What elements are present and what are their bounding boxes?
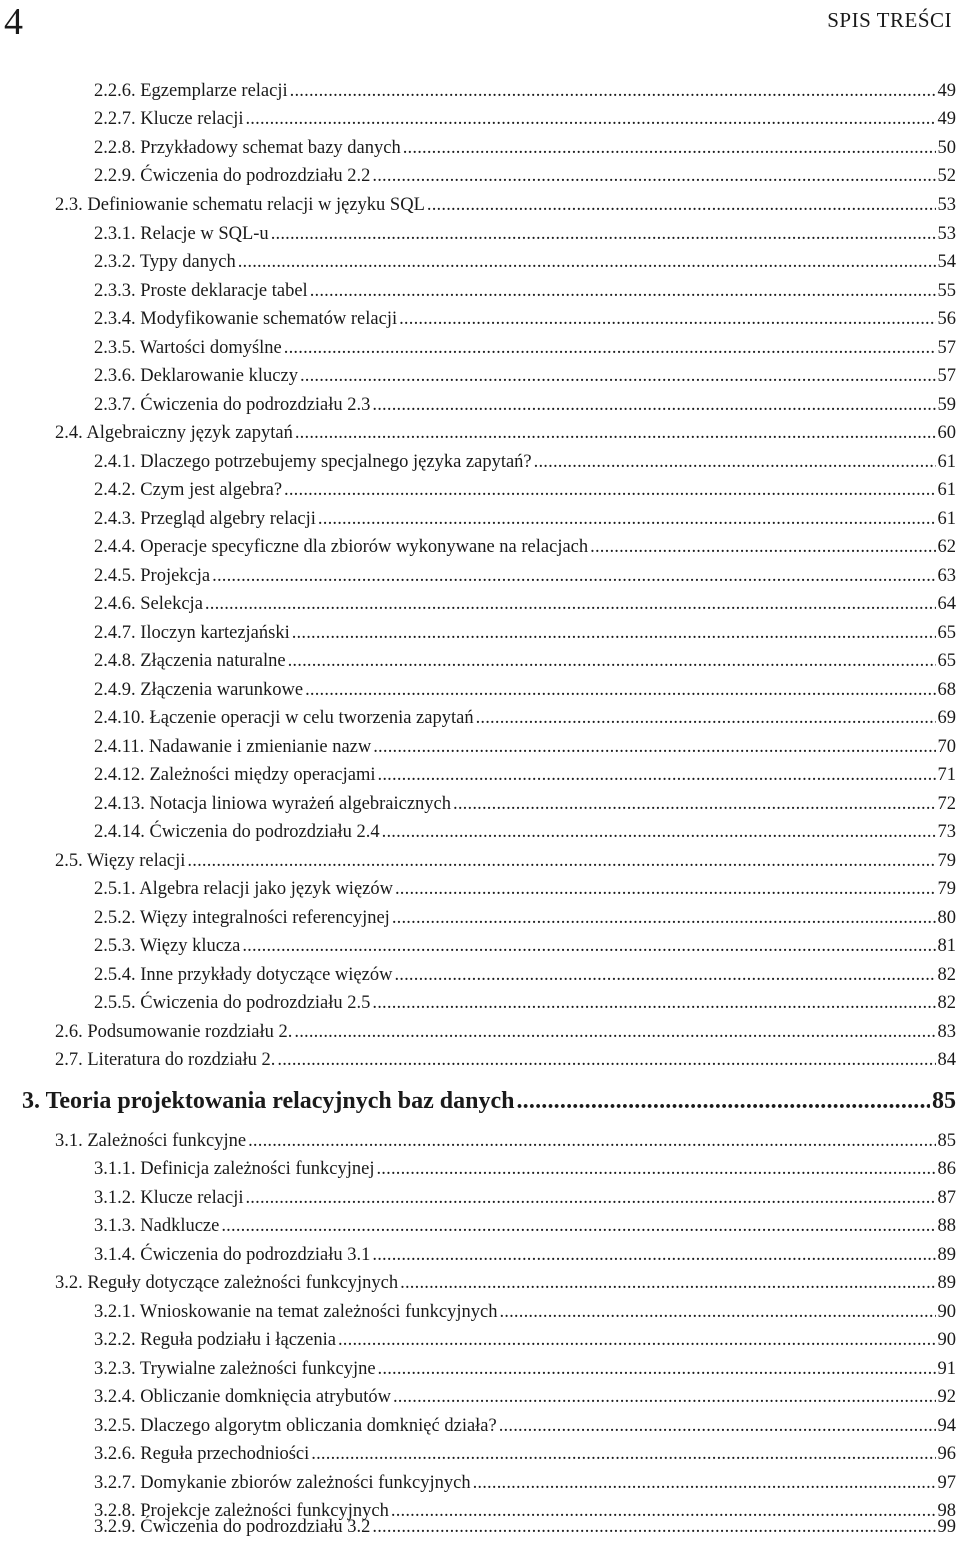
- toc-entry-3-1[interactable]: [55, 1127, 956, 1155]
- toc-entry-page: 49: [937, 81, 956, 101]
- toc-entry-page: 50: [937, 138, 956, 158]
- toc-entry-label: 2.5.1. Algebra relacji jako język więzów: [94, 879, 393, 899]
- toc-entry-2-4-3[interactable]: [94, 505, 956, 533]
- dot-leader: [453, 790, 935, 818]
- toc-entry-label: 2.4.4. Operacje specyficzne dla zbiorów wykonywane na relacjach: [94, 537, 589, 557]
- dot-leader: [372, 1241, 935, 1269]
- dot-leader: [295, 419, 936, 447]
- dot-leader: [242, 932, 935, 960]
- toc-entry-page: 72: [937, 794, 956, 814]
- dot-leader: [394, 961, 935, 989]
- toc-entry-page: 73: [937, 822, 956, 842]
- dot-leader: [378, 1355, 936, 1383]
- dot-leader: [248, 1127, 935, 1155]
- toc-entry-2-4-12[interactable]: [94, 761, 956, 789]
- toc-entry-page: 49: [937, 109, 956, 129]
- toc-entry-page: 52: [937, 166, 956, 186]
- toc-entry-label: 2.4.9. Złączenia warunkowe: [94, 680, 304, 700]
- toc-entry-label: 3.1.4. Ćwiczenia do podrozdziału 3.1: [94, 1245, 371, 1265]
- dot-leader: [400, 1269, 935, 1297]
- toc-entry-3-2-1[interactable]: [94, 1298, 956, 1326]
- dot-leader: [311, 1440, 935, 1468]
- toc-entry-page: 54: [937, 252, 956, 272]
- toc-entry-label: 2.5.2. Więzy integralności referencyjnej: [94, 908, 390, 928]
- toc-entry-3-2-9[interactable]: [94, 1513, 956, 1541]
- toc-entry-3-2-6[interactable]: [94, 1440, 956, 1468]
- dot-leader: [392, 904, 936, 932]
- toc-entry-2-4-10[interactable]: [94, 704, 956, 732]
- toc-entry-2-3-5[interactable]: [94, 334, 956, 362]
- dot-leader: [338, 1326, 936, 1354]
- toc-entry-3-2-3[interactable]: [94, 1355, 956, 1383]
- toc-entry-page: 90: [937, 1330, 956, 1350]
- toc-entry-2-3-7[interactable]: [94, 391, 956, 419]
- dot-leader: [534, 448, 936, 476]
- toc-entry-3-2-5[interactable]: [94, 1412, 956, 1440]
- toc-entry-page: 89: [937, 1273, 956, 1293]
- toc-entry-label: 2.4.14. Ćwiczenia do podrozdziału 2.4: [94, 822, 380, 842]
- dot-leader: [271, 220, 936, 248]
- toc-entry-label: 2.3.7. Ćwiczenia do podrozdziału 2.3: [94, 395, 371, 415]
- toc-entry-page: 83: [937, 1022, 956, 1042]
- dot-leader: [403, 134, 936, 162]
- toc-entry-label: 2.5.5. Ćwiczenia do podrozdziału 2.5: [94, 993, 371, 1013]
- toc-entry-label: 3.2.8. Projekcje zależności funkcyjnych: [94, 1501, 389, 1521]
- toc-entry-label: 2.4.5. Projekcja: [94, 566, 211, 586]
- toc-entry-label: 2.3.1. Relacje w SQL-u: [94, 224, 269, 244]
- toc-entry-page: 70: [937, 737, 956, 757]
- toc-entry-label: 2.3.2. Typy danych: [94, 252, 236, 272]
- toc-entry-label: 3.2.2. Reguła podziału i łączenia: [94, 1330, 336, 1350]
- toc-entry-label: 3.1.2. Klucze relacji: [94, 1188, 244, 1208]
- running-header-title: SPIS TREŚCI: [827, 8, 952, 32]
- toc-entry-label: 2.4.10. Łączenie operacji w celu tworzenia zapytań: [94, 708, 474, 728]
- toc-entry-label: 2.7. Literatura do rozdziału 2.: [55, 1050, 276, 1070]
- dot-leader: [399, 305, 935, 333]
- toc-entry-2-4-9[interactable]: [94, 676, 956, 704]
- toc-entry-page: 63: [937, 566, 956, 586]
- toc-entry-label: 2.2.6. Egzemplarze relacji: [94, 81, 288, 101]
- toc-entry-page: 61: [937, 452, 956, 472]
- dot-leader: [499, 1298, 935, 1326]
- toc-entry-page: 91: [937, 1359, 956, 1379]
- toc-entry-2-4-5[interactable]: [94, 562, 956, 590]
- toc-entry-page: 92: [937, 1387, 956, 1407]
- toc-entry-page: 60: [937, 423, 956, 443]
- toc-chapter-label: 3. Teoria projektowania relacyjnych baz danych: [22, 1088, 515, 1114]
- toc-entry-2-3-6[interactable]: [94, 362, 956, 390]
- dot-leader: [427, 191, 936, 219]
- toc-entry-page: 65: [937, 623, 956, 643]
- toc-entry-2-5-1[interactable]: [94, 875, 956, 903]
- toc-entry-label: 3.2. Reguły dotyczące zależności funkcyjnych: [55, 1273, 399, 1293]
- toc-entry-label: 2.3.6. Deklarowanie kluczy: [94, 366, 298, 386]
- dot-leader: [372, 391, 935, 419]
- dot-leader: [300, 362, 936, 390]
- dot-leader: [245, 1184, 935, 1212]
- toc-entry-page: 96: [937, 1444, 956, 1464]
- dot-leader: [476, 704, 936, 732]
- toc-entry-label: 2.4.11. Nadawanie i zmienianie nazw: [94, 737, 372, 757]
- dot-leader: [372, 1513, 935, 1541]
- toc-entry-label: 3.2.4. Obliczanie domknięcia atrybutów: [94, 1387, 391, 1407]
- dot-leader: [277, 1046, 935, 1074]
- toc-entry-label: 2.2.7. Klucze relacji: [94, 109, 244, 129]
- toc-entry-label: 2.3.3. Proste deklaracje tabel: [94, 281, 308, 301]
- toc-entry-2-2-6[interactable]: [94, 77, 956, 105]
- toc-entry-label: 2.5.4. Inne przykłady dotyczące więzów: [94, 965, 393, 985]
- toc-entry-3-1-1[interactable]: [94, 1155, 956, 1183]
- toc-entry-label: 2.5. Więzy relacji: [55, 851, 186, 871]
- toc-entry-page: 79: [937, 851, 956, 871]
- toc-entry-page: 82: [937, 965, 956, 985]
- toc-entry-2-4-8[interactable]: [94, 647, 956, 675]
- dot-leader: [318, 505, 936, 533]
- toc-entry-page: 80: [937, 908, 956, 928]
- dot-leader: [372, 989, 935, 1017]
- toc-entry-page: 69: [937, 708, 956, 728]
- dot-leader: [212, 562, 935, 590]
- toc-entry-3-2[interactable]: [55, 1269, 956, 1297]
- dot-leader: [292, 619, 936, 647]
- dot-leader: [284, 334, 936, 362]
- dot-leader: [290, 77, 936, 105]
- toc-entry-2-4-14[interactable]: [94, 818, 956, 846]
- dot-leader: [382, 818, 936, 846]
- toc-entry-2-4[interactable]: [55, 419, 956, 447]
- toc-chapter-3[interactable]: [22, 1083, 956, 1119]
- toc-entry-label: 3.1.1. Definicja zależności funkcyjnej: [94, 1159, 375, 1179]
- toc-entry-label: 2.4.13. Notacja liniowa wyrażeń algebraicznych: [94, 794, 452, 814]
- toc-entry-2-5[interactable]: [55, 847, 956, 875]
- dot-leader: [376, 1155, 935, 1183]
- toc-entry-label: 3.2.5. Dlaczego algorytm obliczania domknięć działa?: [94, 1416, 497, 1436]
- toc-entry-label: 2.4.12. Zależności między operacjami: [94, 765, 376, 785]
- toc-entry-page: 55: [937, 281, 956, 301]
- toc-entry-label: 2.2.8. Przykładowy schemat bazy danych: [94, 138, 401, 158]
- toc-entry-page: 59: [937, 395, 956, 415]
- toc-entry-page: 79: [937, 879, 956, 899]
- toc-entry-2-4-11[interactable]: [94, 733, 956, 761]
- dot-leader: [373, 733, 935, 761]
- toc-entry-label: 2.6. Podsumowanie rozdziału 2.: [55, 1022, 293, 1042]
- toc-entry-label: 3.2.6. Reguła przechodniości: [94, 1444, 310, 1464]
- toc-entry-page: 65: [937, 651, 956, 671]
- toc-entry-label: 2.3.4. Modyfikowanie schematów relacji: [94, 309, 398, 329]
- toc-entry-page: 61: [937, 480, 956, 500]
- dot-leader: [187, 847, 935, 875]
- toc-entry-3-2-2[interactable]: [94, 1326, 956, 1354]
- toc-entry-page: 89: [937, 1245, 956, 1265]
- toc-entry-2-4-2[interactable]: [94, 476, 956, 504]
- toc-entry-label: 2.4.8. Złączenia naturalne: [94, 651, 286, 671]
- dot-leader: [205, 590, 936, 618]
- toc-entry-3-1-2[interactable]: [94, 1184, 956, 1212]
- toc-entry-label: 2.4.1. Dlaczego potrzebujemy specjalnego języka zapytań?: [94, 452, 532, 472]
- dot-leader: [245, 105, 935, 133]
- toc-entry-2-5-4[interactable]: [94, 961, 956, 989]
- dot-leader: [590, 533, 935, 561]
- toc-entry-2-4-6[interactable]: [94, 590, 956, 618]
- toc-entry-label: 3.2.3. Trywialne zależności funkcyjne: [94, 1359, 376, 1379]
- dot-leader: [516, 1083, 930, 1119]
- dot-leader: [238, 248, 936, 276]
- toc-entry-page: 97: [937, 1473, 956, 1493]
- toc-entry-2-4-4[interactable]: [94, 533, 956, 561]
- toc-entry-page: 53: [937, 224, 956, 244]
- toc-entry-2-3-3[interactable]: [94, 277, 956, 305]
- toc-entry-label: 2.4.2. Czym jest algebra?: [94, 480, 283, 500]
- dot-leader: [294, 1018, 935, 1046]
- dot-leader: [372, 162, 935, 190]
- toc-entry-2-5-2[interactable]: [94, 904, 956, 932]
- toc-entry-3-2-7[interactable]: [94, 1469, 956, 1497]
- toc-entry-page: 56: [937, 309, 956, 329]
- dot-leader: [305, 676, 935, 704]
- toc-entry-2-4-13[interactable]: [94, 790, 956, 818]
- toc-entry-label: 3.1.3. Nadklucze: [94, 1216, 220, 1236]
- toc-entry-page: 57: [937, 338, 956, 358]
- toc-entry-3-1-3[interactable]: [94, 1212, 956, 1240]
- toc-entry-page: 87: [937, 1188, 956, 1208]
- toc-entry-page: 85: [937, 1131, 956, 1151]
- toc-entry-page: 64: [937, 594, 956, 614]
- dot-leader: [288, 647, 936, 675]
- dot-leader: [221, 1212, 935, 1240]
- toc-entry-2-5-3[interactable]: [94, 932, 956, 960]
- toc-entry-2-4-1[interactable]: [94, 448, 956, 476]
- toc-entry-page: 90: [937, 1302, 956, 1322]
- dot-leader: [499, 1412, 936, 1440]
- dot-leader: [395, 875, 936, 903]
- toc-entry-page: 84: [937, 1050, 956, 1070]
- toc-entry-label: 2.2.9. Ćwiczenia do podrozdziału 2.2: [94, 166, 371, 186]
- dot-leader: [393, 1383, 936, 1411]
- toc-entry-2-5-5[interactable]: [94, 989, 956, 1017]
- toc-entry-3-2-4[interactable]: [94, 1383, 956, 1411]
- toc-entry-2-2-7[interactable]: [94, 105, 956, 133]
- toc-entry-label: 2.5.3. Więzy klucza: [94, 936, 241, 956]
- toc-entry-page: 57: [937, 366, 956, 386]
- toc-entry-label: 3.2.1. Wnioskowanie na temat zależności funkcyjnych: [94, 1302, 498, 1322]
- toc-entry-page: 88: [937, 1216, 956, 1236]
- toc-chapter-page: 85: [932, 1088, 956, 1114]
- toc-entry-page: 86: [937, 1159, 956, 1179]
- toc-entry-2-2-9[interactable]: [94, 162, 956, 190]
- dot-leader: [310, 277, 936, 305]
- toc-entry-page: 62: [937, 537, 956, 557]
- dot-leader: [284, 476, 935, 504]
- toc-entry-2-2-8[interactable]: [94, 134, 956, 162]
- toc-entry-page: 53: [937, 195, 956, 215]
- toc-entry-page: 71: [937, 765, 956, 785]
- toc-entry-label: 3.2.9. Ćwiczenia do podrozdziału 3.2: [94, 1517, 371, 1537]
- dot-leader: [378, 761, 936, 789]
- toc-entry-3-1-4[interactable]: [94, 1241, 956, 1269]
- toc-entry-label: 2.3. Definiowanie schematu relacji w języku SQL: [55, 195, 425, 215]
- toc-entry-2-3-4[interactable]: [94, 305, 956, 333]
- toc-entry-2-3[interactable]: [55, 191, 956, 219]
- page-number: 4: [4, 1, 23, 43]
- toc-entry-page: 98: [937, 1501, 956, 1521]
- toc-entry-page: 68: [937, 680, 956, 700]
- toc-entry-page: 81: [937, 936, 956, 956]
- toc-entry-label: 2.4.3. Przegląd algebry relacji: [94, 509, 316, 529]
- toc-entry-2-3-2[interactable]: [94, 248, 956, 276]
- toc-entry-page: 82: [937, 993, 956, 1013]
- dot-leader: [473, 1469, 936, 1497]
- toc-entry-2-3-1[interactable]: [94, 220, 956, 248]
- toc-entry-page: 94: [937, 1416, 956, 1436]
- toc-entry-label: 2.4.7. Iloczyn kartezjański: [94, 623, 290, 643]
- toc-entry-label: 3.2.7. Domykanie zbiorów zależności funkcyjnych: [94, 1473, 471, 1493]
- toc-entry-label: 2.4. Algebraiczny język zapytań: [55, 423, 293, 443]
- toc-entry-2-7[interactable]: [55, 1046, 956, 1074]
- toc-entry-label: 2.3.5. Wartości domyślne: [94, 338, 282, 358]
- toc-entry-label: 2.4.6. Selekcja: [94, 594, 203, 614]
- toc-entry-label: 3.1. Zależności funkcyjne: [55, 1131, 247, 1151]
- toc-entry-2-6[interactable]: [55, 1018, 956, 1046]
- toc-entry-page: 99: [937, 1517, 956, 1537]
- toc-entry-page: 61: [937, 509, 956, 529]
- toc-entry-2-4-7[interactable]: [94, 619, 956, 647]
